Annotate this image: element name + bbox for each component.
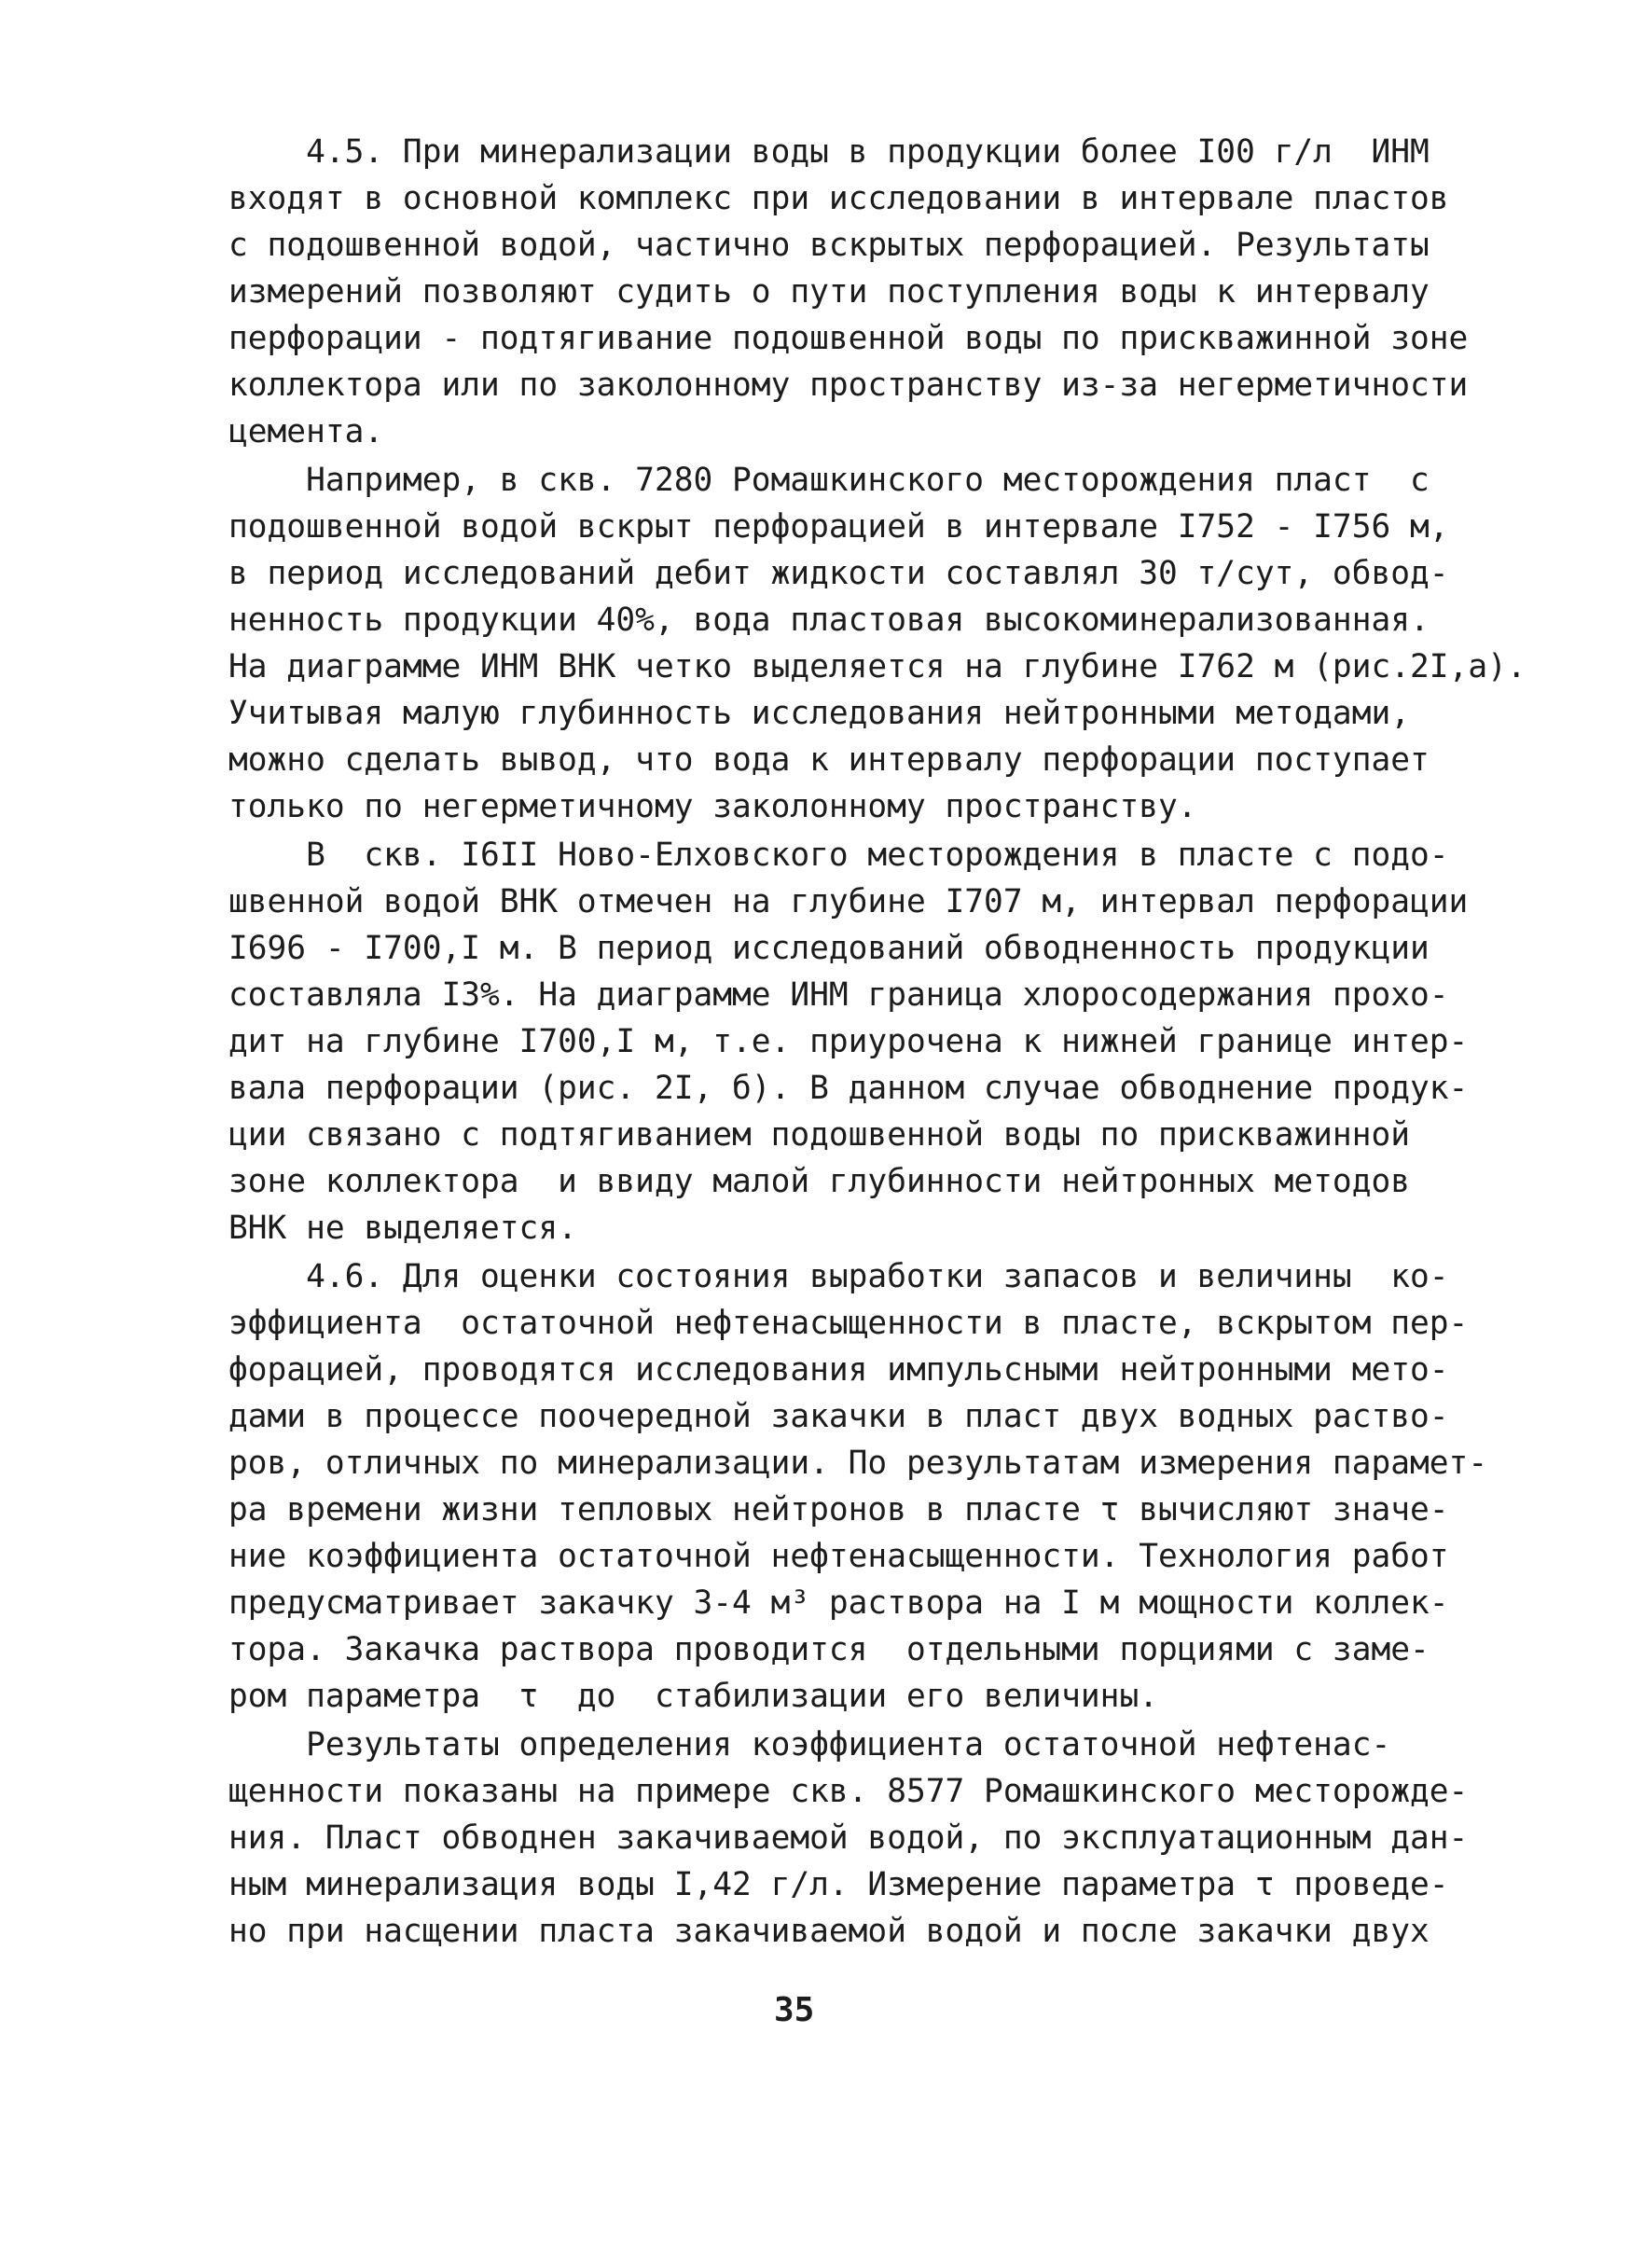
text-line-22: ции связано с подтягиванием подошвенной воды по прискважинной [228,1116,1411,1154]
text-line-12: На диаграмме ИНМ ВНК четко выделяется на глубине I762 м (рис.2I,а). [228,648,1526,685]
text-line-15: только по негерметичному заколонному пространству. [228,788,1197,825]
text-line-7: цемента. [228,413,384,450]
text-line-38: ным минерализация воды I,42 г/л. Измерение параметра τ проведе- [228,1866,1449,1903]
text-line-25: 4.6. Для оценки состояния выработки запасов и величины ко- [228,1258,1449,1295]
text-line-8: Например, в скв. 7280 Ромашкинского месторождения пласт с [228,462,1430,499]
text-line-26: эффициента остаточной нефтенасыщенности в пласте, вскрытом пер- [228,1305,1469,1342]
text-line-1: 4.5. При минерализации воды в продукции более I00 г/л ИНМ [228,133,1430,171]
text-line-32: предусматривает закачку 3-4 м³ раствора на I м мощности коллек- [228,1584,1449,1622]
page-number: 35 [774,1991,815,2029]
text-line-11: ненность продукции 40%, вода пластовая высокоминерализованная. [228,602,1430,639]
text-line-23: зоне коллектора и ввиду малой глубинности нейтронных методов [228,1163,1411,1200]
text-line-14: можно сделать вывод, что вода к интервалу перфорации поступает [228,741,1430,779]
text-line-30: ра времени жизни тепловых нейтронов в пласте τ вычисляют значе- [228,1491,1449,1528]
text-line-6: коллектора или по заколонному пространству из-за негерметичности [228,366,1469,404]
text-line-27: форацией, проводятся исследования импульсными нейтронными мето- [228,1351,1449,1389]
text-line-10: в период исследований дебит жидкости составлял 30 т/сут, обвод- [228,555,1449,592]
text-line-28: дами в процессе поочередной закачки в пласт двух водных раство- [228,1398,1449,1435]
text-line-37: ния. Пласт обводнен закачиваемой водой, по эксплуатационным дан- [228,1819,1469,1857]
text-line-34: ром параметра τ до стабилизации его величины. [228,1678,1158,1715]
text-line-16: В скв. I6II Ново-Елховского месторождения в пласте с подо- [228,837,1449,874]
text-line-35: Результаты определения коэффициента остаточной нефтенас- [228,1726,1391,1763]
text-line-24: ВНК не выделяется. [228,1210,577,1247]
text-line-19: составляла I3%. На диаграмме ИНМ граница хлоросодержания прохо- [228,976,1449,1014]
text-line-2: входят в основной комплекс при исследовании в интервале пластов [228,180,1449,217]
text-line-21: вала перфорации (рис. 2I, б). В данном случае обводнение продук- [228,1070,1469,1107]
text-line-5: перфорации - подтягивание подошвенной воды по прискважинной зоне [228,320,1469,357]
text-line-13: Учитывая малую глубинность исследования нейтронными методами, [228,695,1411,732]
text-line-36: щенности показаны на примере скв. 8577 Ромашкинского месторожде- [228,1773,1469,1810]
text-line-39: но при насщении пласта закачиваемой водой и после закачки двух [228,1913,1430,1950]
text-line-3: с подошвенной водой, частично вскрытых перфорацией. Результаты [228,227,1430,264]
text-line-9: подошвенной водой вскрыт перфорацией в интервале I752 - I756 м, [228,508,1449,546]
text-line-18: I696 - I700,I м. В период исследований обводненность продукции [228,930,1430,967]
text-line-31: ние коэффициента остаточной нефтенасыщенности. Технология работ [228,1538,1449,1575]
text-line-17: швенной водой ВНК отмечен на глубине I707 м, интервал перфорации [228,883,1469,920]
text-line-20: дит на глубине I700,I м, т.е. приурочена к нижней границе интер- [228,1023,1469,1060]
text-line-4: измерений позволяют судить о пути поступления воды к интервалу [228,273,1430,311]
text-line-33: тора. Закачка раствора проводится отдельными порциями с заме- [228,1631,1430,1668]
text-line-29: ров, отличных по минерализации. По результатам измерения парамет- [228,1445,1488,1482]
